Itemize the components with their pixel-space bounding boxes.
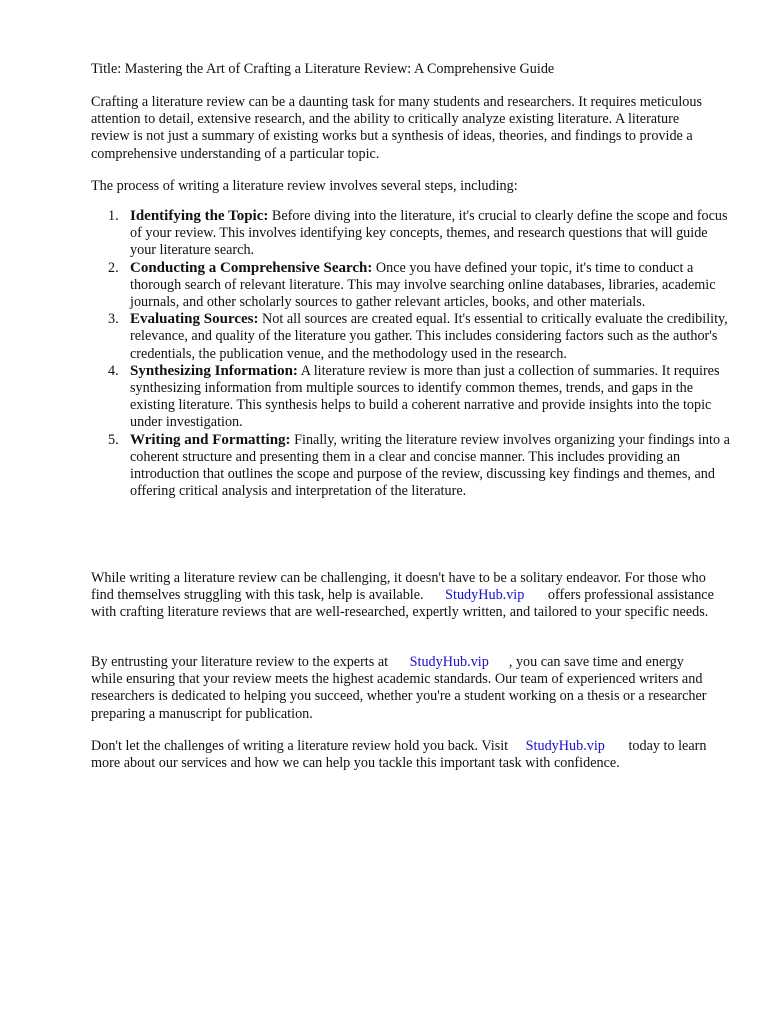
list-item-text: Once you have defined your topic, it's time to conduct a thorough search of relevant literature. This may involve searching online databases, libraries, academic journals, and other scholarly sources to gather relevant articles, books, and other materials. [130, 259, 716, 311]
steps-intro-paragraph: The process of writing a literature review involves several steps, including: [91, 178, 518, 194]
list-item [91, 363, 731, 432]
list-item-text: Not all sources are created equal. It's essential to critically evaluate the credibility, relevance, and quality of the literature you gather. This includes considering factors such as the author's credentials, the publication venue, and the methodology used in the research. [130, 311, 728, 362]
list-item-text: A literature review is more than just a collection of summaries. It requires synthesizing information from multiple sources to identify common themes, trends, and gaps in the existing literature. This synthesis helps to build a coherent narrative and provide insights into the topic under investigation. [130, 362, 720, 431]
help-text-after: offers professional assistance with crafting literature reviews that are well-researched, expertly written, and tailored to your specific needs. [91, 587, 714, 621]
list-item-number: 2. [108, 259, 119, 276]
visit-paragraph [91, 738, 727, 772]
visit-text-before: Don't let the challenges of writing a literature review hold you back. Visit [91, 738, 509, 754]
studyhub-link[interactable]: StudyHub.vip [525, 738, 605, 754]
experts-paragraph [91, 654, 711, 723]
list-item-text: Before diving into the literature, it's crucial to clearly define the scope and focus of your review. This involves identifying key concepts, themes, and research questions that will guide your literature search. [130, 208, 728, 259]
help-text-before: While writing a literature review can be challenging, it doesn't have to be a solitary endeavor. For those who find themselves struggling with this task, help is available. [91, 570, 706, 604]
list-item [91, 311, 731, 363]
list-item [91, 260, 731, 312]
list-item-number: 1. [108, 208, 119, 224]
list-item-heading: Synthesizing Information: [130, 362, 298, 379]
experts-text-before: By entrusting your literature review to the experts at [91, 654, 389, 670]
studyhub-link[interactable]: StudyHub.vip [445, 587, 525, 604]
list-item-heading: Evaluating Sources: [130, 311, 259, 328]
help-paragraph [91, 570, 723, 622]
list-item-text: Finally, writing the literature review involves organizing your findings into a coherent structure and presenting them in a clear and concise manner. This includes providing an introduction that outlines the scope and purpose of the review, discussing key findings and themes, and offering critical analysis and interpretation of the literature. [130, 431, 730, 500]
document-title: Title: Mastering the Art of Crafting a Literature Review: A Comprehensive Guide [91, 61, 555, 77]
visit-text-after: today to learn more about our services and how we can help you tackle this important task with confidence. [91, 738, 707, 772]
list-item-number: 4. [108, 362, 119, 379]
steps-list [91, 208, 731, 500]
list-item-heading: Conducting a Comprehensive Search: [130, 259, 373, 276]
experts-text-after: , you can save time and energy while ensuring that your review meets the highest academic standards. Our team of experienced writers and researchers is dedicated to helping you succeed, whether you're a student working on a thesis or a researcher preparing a manuscript for publication. [91, 654, 707, 722]
list-item [91, 432, 731, 501]
intro-paragraph: Crafting a literature review can be a daunting task for many students and researchers. It requires meticulous attention to detail, extensive research, and the ability to critically analyze existing literature. A literature review is not just a summary of existing works but a synthesis of ideas, theories, and findings to provide a comprehensive understanding of a particular topic. [91, 94, 703, 162]
list-item-heading: Writing and Formatting: [130, 431, 291, 448]
list-item-number: 5. [108, 431, 119, 448]
list-item-number: 3. [108, 311, 119, 328]
list-item-heading: Identifying the Topic: [130, 208, 269, 224]
studyhub-link[interactable]: StudyHub.vip [409, 654, 489, 670]
list-item [91, 208, 731, 260]
